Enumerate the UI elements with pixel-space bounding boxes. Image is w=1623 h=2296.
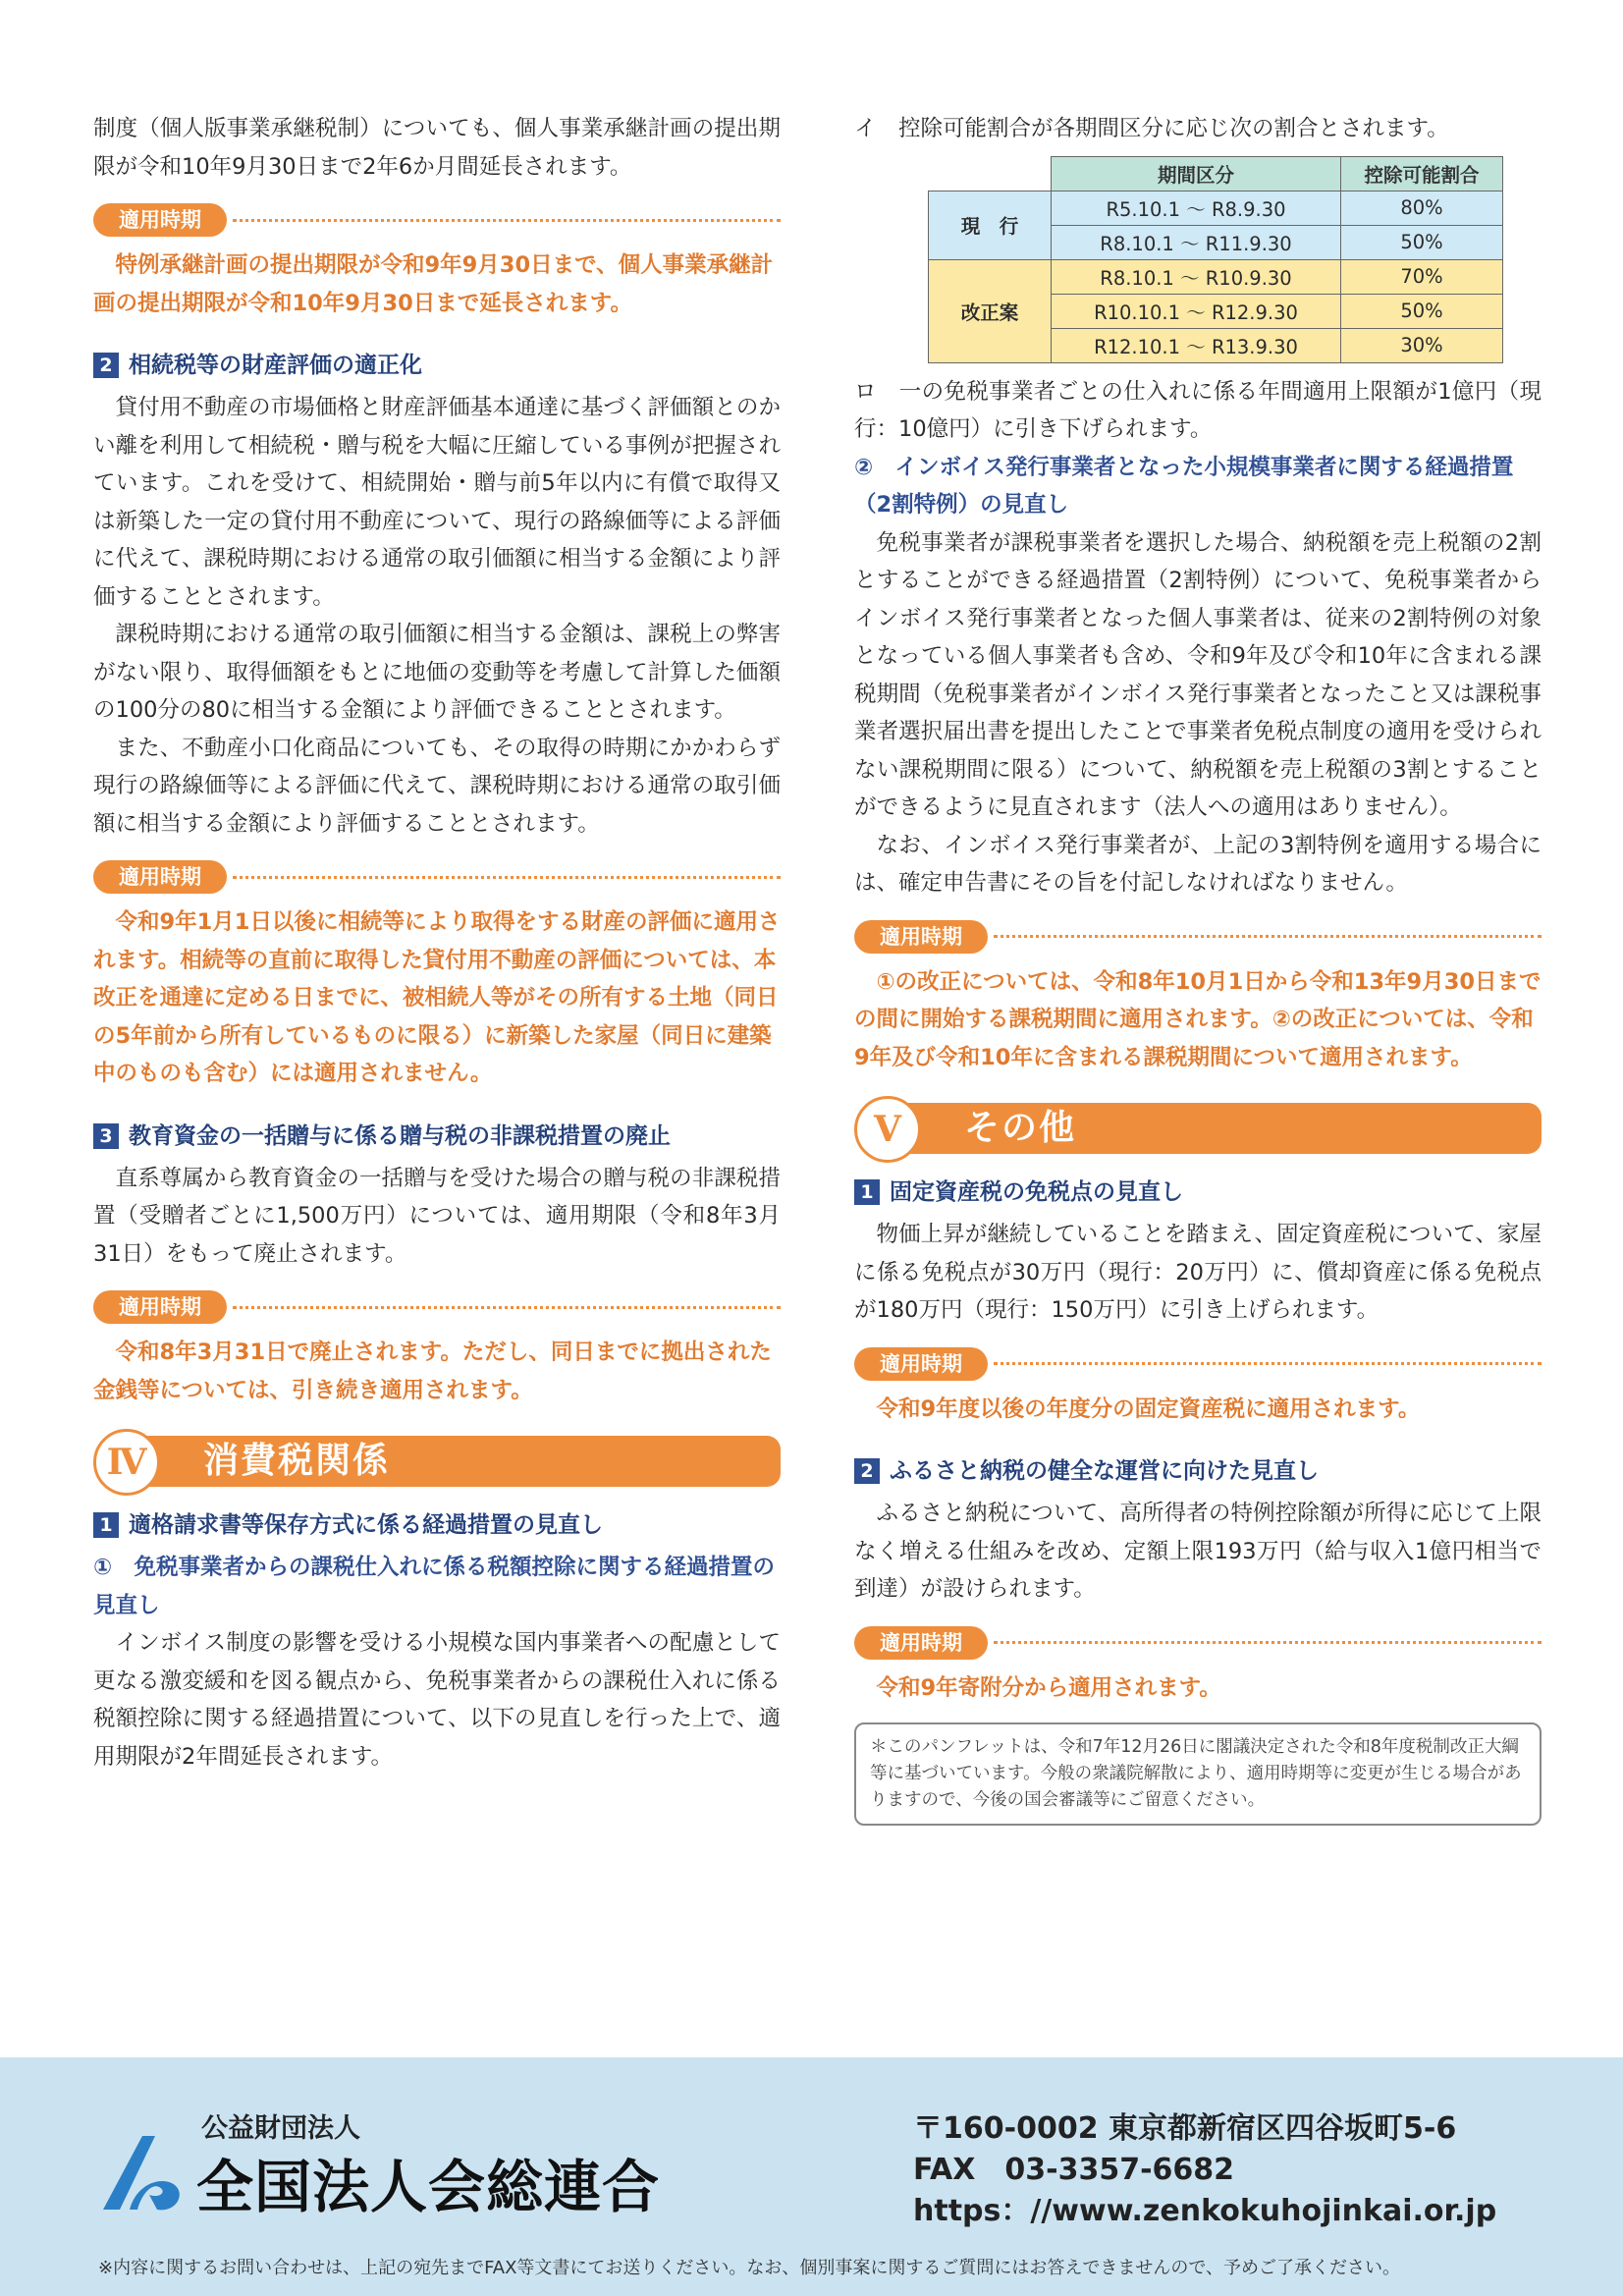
rate: 50%: [1341, 225, 1503, 259]
period-range: R10.10.1 ～ R12.9.30: [1052, 294, 1341, 328]
section-heading: [93, 1119, 781, 1154]
paragraph: ふるさと納税について、高所得者の特例控除額が所得に応じて上限なく増える仕組みを改め、定額上限193万円（給与収入1億円相当で到達）が設けられます。: [854, 1501, 1542, 1602]
footer-notice: ※内容に関するお問い合わせは、上記の宛先までFAX等文書にてお送りください。なお、個別事案に関するご質問にはお答えできませんので、予めご了承ください。: [98, 2258, 1401, 2278]
rate: 50%: [1341, 294, 1503, 328]
rate: 80%: [1341, 191, 1503, 225]
fax: FAX 03-3357-6682: [913, 2153, 1235, 2187]
organization-logo-icon: [98, 2126, 187, 2214]
intro-text: 制度（個人版事業承継税制）についても、個人事業承継計画の提出期限が令和10年9月30日まで2年6か月間延長されます。: [93, 116, 781, 180]
section-title: 固定資産税の免税点の見直し: [890, 1179, 1183, 1205]
section-heading: [854, 1175, 1542, 1210]
chapter-numeral: Ⅴ: [854, 1096, 921, 1163]
period-text: ①の改正については、令和8年10月1日から令和13年9月30日までの間に開始する課税期間に適用されます。②の改正については、令和9年及び令和10年に含まれる課税期間について適用されます。: [854, 968, 1542, 1070]
chapter-banner: [854, 1096, 1542, 1161]
deduction-rate-table: [928, 156, 1503, 363]
period-text: 令和8年3月31日で廃止されます。ただし、同日までに拠出された金銭等については、引き続き適用されます。: [93, 1339, 772, 1403]
period-text: 令和9年寄附分から適用されます。: [876, 1674, 1221, 1701]
section-title: 適格請求書等保存方式に係る経過措置の見直し: [129, 1512, 603, 1538]
period-label: 適用時期: [93, 203, 227, 237]
right-column: [854, 110, 1542, 1826]
org-type: 公益財団法人: [201, 2113, 360, 2144]
period-text: 令和9年1月1日以後に相続等により取得をする財産の評価に適用されます。相続等の直前に取得した貸付用不動産の評価については、本改正を通達に定める日までに、被相続人等がその所有する土地（同日の5年前から所有しているものに限る）に新築した家屋（同日に建築中のものも含む）には適用されません。: [93, 909, 781, 1086]
period-header: [854, 1347, 1542, 1381]
period-label: 適用時期: [854, 920, 988, 954]
current-label: 現 行: [929, 191, 1052, 259]
period-label: 適用時期: [854, 1347, 988, 1381]
table-row: [929, 259, 1503, 294]
period-header: [93, 860, 781, 894]
period-text: 特例承継計画の提出期限が令和9年9月30日まで、個人事業承継計画の提出期限が令和10年9月30日まで延長されます。: [93, 252, 774, 316]
period-text: 令和9年度以後の年度分の固定資産税に適用されます。: [876, 1395, 1421, 1422]
chapter-banner: [93, 1429, 781, 1494]
period-header: [854, 920, 1542, 954]
section-number: 1: [93, 1512, 119, 1538]
period-range: R8.10.1 ～ R10.9.30: [1052, 259, 1341, 294]
subsection-title: ② インボイス発行事業者となった小規模事業者に関する経過措置（2割特例）の見直し: [854, 454, 1514, 518]
section-number: 1: [854, 1179, 880, 1205]
period-label: 適用時期: [93, 1290, 227, 1324]
table-header: 期間区分: [1052, 156, 1341, 191]
section-title: 相続税等の財産評価の適正化: [129, 353, 422, 378]
paragraph: インボイス制度の影響を受ける小規模な国内事業者への配慮として更なる激変緩和を図る観点から、免税事業者からの課税仕入れに係る税額控除に関する経過措置について、以下の見直しを行った上で、適用期限が2年間延長されます。: [93, 1630, 781, 1770]
section-title: 教育資金の一括贈与に係る贈与税の非課税措置の廃止: [129, 1122, 671, 1149]
proposal-label: 改正案: [929, 259, 1052, 362]
paragraph: 課税時期における通常の取引価額に相当する金額は、課税上の弊害がない限り、取得価額をもとに地価の変動等を考慮して計算した価額の100分の80に相当する金額により評価できることとされます。: [93, 622, 781, 723]
org-name: 全国法人会総連合: [196, 2154, 661, 2220]
period-range: R12.10.1 ～ R13.9.30: [1052, 328, 1341, 362]
paragraph: なお、インボイス発行事業者が、上記の3割特例を適用する場合には、確定申告書にその旨を付記しなければなりません。: [854, 832, 1542, 896]
period-range: R8.10.1 ～ R11.9.30: [1052, 225, 1341, 259]
period-range: R5.10.1 ～ R8.9.30: [1052, 191, 1341, 225]
item-i: イ 控除可能割合が各期間区分に応じ次の割合とされます。: [854, 116, 1449, 141]
address: 〒160-0002 東京都新宿区四谷坂町5-6: [913, 2111, 1457, 2146]
item-ro: ロ 一の免税事業者ごとの仕入れに係る年間適用上限額が1億円（現行：10億円）に引き下げられます。: [854, 378, 1542, 442]
left-column: [93, 110, 781, 1776]
period-label: 適用時期: [93, 860, 227, 894]
paragraph: 免税事業者が課税事業者を選択した場合、納税額を売上税額の2割とすることができる経過措置（2割特例）について、免税事業者からインボイス発行事業者となった個人事業者は、従来の2割特例の対象となっている個人事業者も含め、令和9年及び令和10年に含まれる課税期間（免税事業者がインボイス発行事業者となったこと又は課税事業者選択届出書を提出したことで事業者免税点制度の適用を受けられない課税期間に限る）について、納税額を売上税額の3割とすることができるように見直されます（法人への適用はありません）。: [854, 529, 1542, 820]
disclaimer-note: ＊このパンフレットは、令和7年12月26日に閣議決定された令和8年度税制改正大綱等に基づいています。今般の衆議院解散により、適用時期等に変更が生じる場合がありますので、今後の国会審議等にご留意ください。: [854, 1722, 1542, 1826]
subsection-title: ① 免税事業者からの課税仕入れに係る税額控除に関する経過措置の見直し: [93, 1555, 776, 1618]
footer: [0, 2057, 1623, 2296]
table-row: [929, 191, 1503, 225]
section-number: 2: [93, 353, 119, 378]
section-heading: [93, 348, 781, 383]
chapter-title: 消費税関係: [203, 1441, 391, 1481]
rate: 30%: [1341, 328, 1503, 362]
period-header: [93, 1290, 781, 1324]
chapter-numeral: Ⅳ: [93, 1429, 160, 1496]
paragraph: 直系尊属から教育資金の一括贈与を受けた場合の贈与税の非課税措置（受贈者ごとに1,500万円）については、適用期限（令和8年3月31日）をもって廃止されます。: [93, 1165, 781, 1267]
rate: 70%: [1341, 259, 1503, 294]
table-header: 控除可能割合: [1341, 156, 1503, 191]
section-number: 2: [854, 1458, 880, 1484]
period-header: [93, 203, 781, 237]
section-heading: [854, 1453, 1542, 1489]
chapter-title: その他: [964, 1108, 1077, 1148]
section-title: ふるさと納税の健全な運営に向けた見直し: [890, 1458, 1319, 1484]
contact-block: [913, 2108, 1496, 2232]
period-label: 適用時期: [854, 1626, 988, 1660]
website-link[interactable]: https：//www.zenkokuhojinkai.or.jp: [913, 2194, 1497, 2228]
section-heading: [93, 1507, 781, 1543]
section-number: 3: [93, 1123, 119, 1149]
period-header: [854, 1626, 1542, 1660]
paragraph: 物価上昇が継続していることを踏まえ、固定資産税について、家屋に係る免税点が30万円（現行：20万円）に、償却資産に係る免税点が180万円（現行：150万円）に引き上げられます。: [854, 1222, 1542, 1323]
paragraph: また、不動産小口化商品についても、その取得の時期にかかわらず現行の路線価等による評価に代えて、課税時期における通常の取引価額に相当する金額により評価することとされます。: [93, 735, 781, 837]
paragraph: 貸付用不動産の市場価格と財産評価基本通達に基づく評価額とのかい離を利用して相続税・贈与税を大幅に圧縮している事例が把握されています。これを受けて、相続開始・贈与前5年以内に有償で取得又は新築した一定の貸付用不動産について、現行の路線価等による評価に代えて、課税時期における通常の取引価額に相当する金額により評価することとされます。: [93, 395, 781, 610]
